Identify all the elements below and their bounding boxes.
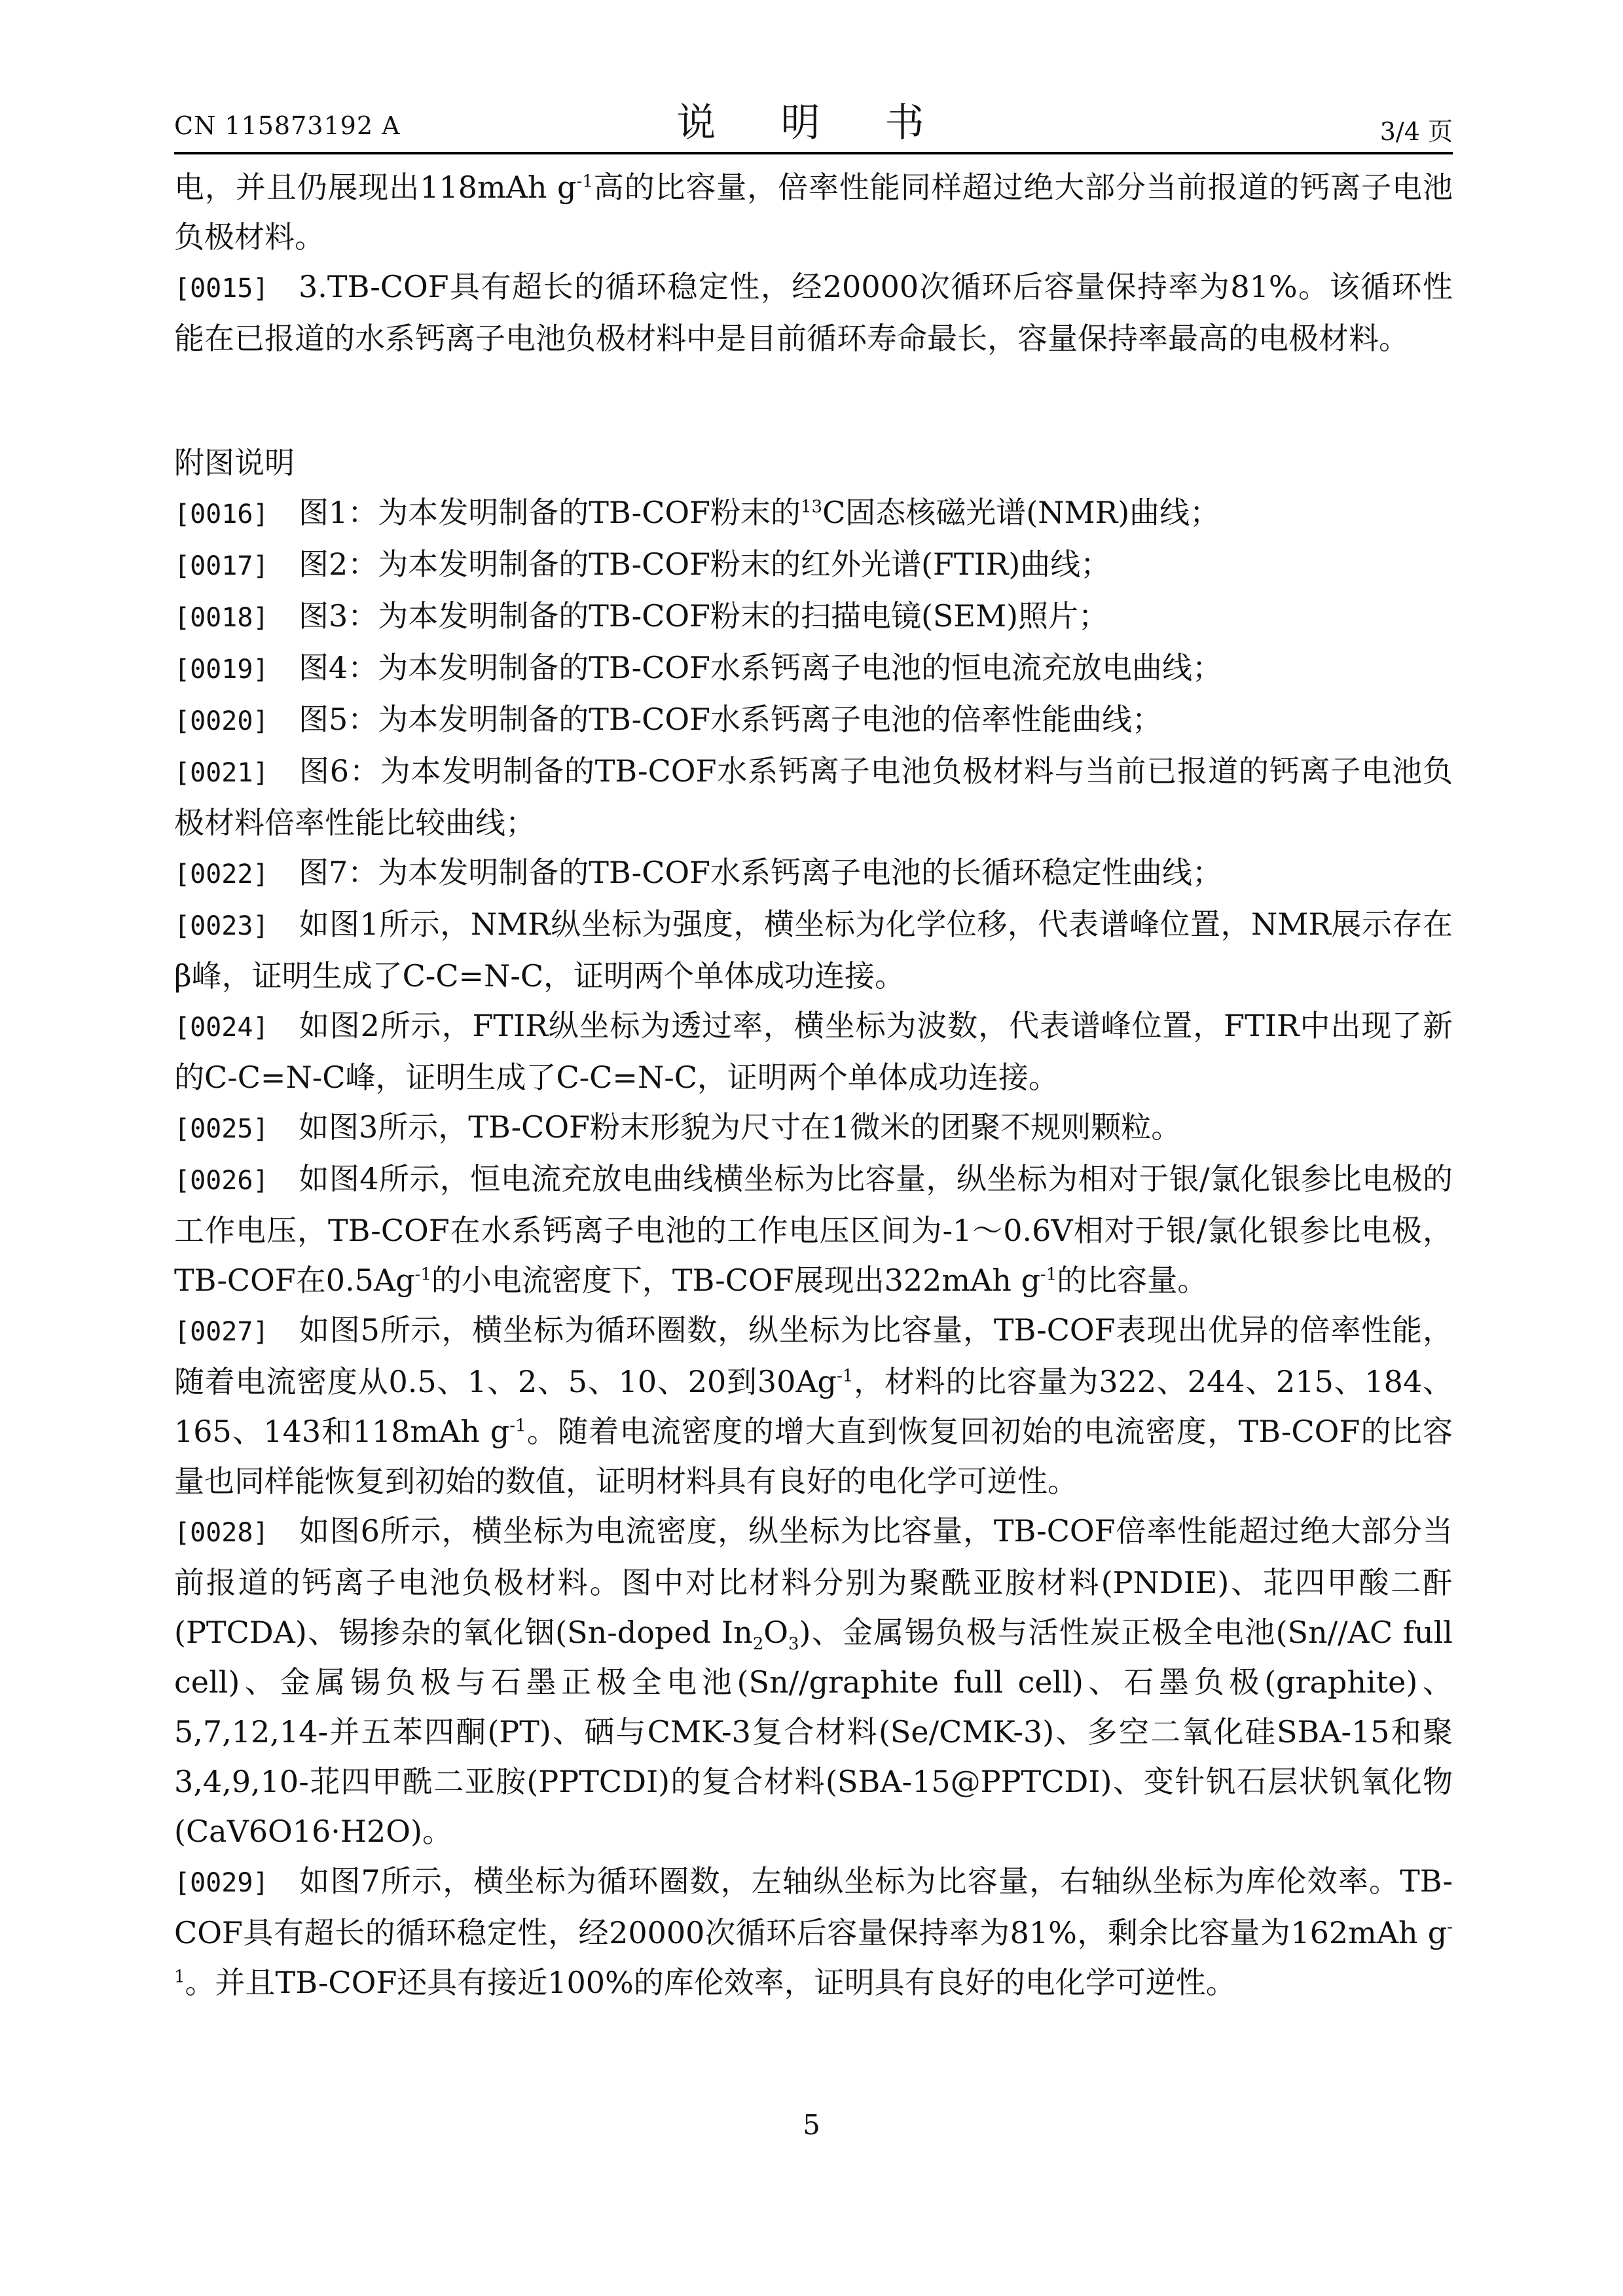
- document-title: 说 明 书: [676, 100, 951, 146]
- paragraph-number: [0029]: [174, 1868, 269, 1898]
- paragraph-0024: [0024] 如图2所示，FTIR纵坐标为透过率，横坐标为波数，代表谱峰位置，FTIR中出现了新的C-C=N-C峰，证明生成了C-C=N-C，证明两个单体成功连接。: [174, 1001, 1453, 1102]
- paragraph-number: [0020]: [174, 706, 269, 736]
- page-number: 5: [803, 2109, 820, 2141]
- paragraph-number: [0015]: [174, 274, 269, 304]
- paragraph-number: [0026]: [174, 1166, 269, 1196]
- paragraph-number: [0028]: [174, 1518, 269, 1548]
- paragraph-0027: [0027] 如图5所示，横坐标为循环圈数，纵坐标为比容量，TB-COF表现出优异的倍率性能，随着电流密度从0.5、1、2、5、10、20到$30Ag^{-1}$，材料的比容量为322、244、215、184、165、143和118mAh $g^{-1}$。随着电流密度的增大直到恢复回初始的电流密度，TB-COF的比容量也同样能恢复到初始的数值，证明材料具有良好的电化学可逆性。: [174, 1305, 1453, 1506]
- paragraph-number: [0017]: [174, 551, 269, 581]
- paragraph-0019: [0019] 图4：为本发明制备的TB-COF水系钙离子电池的恒电流充放电曲线；: [174, 643, 1453, 694]
- paragraph-0021: [0021] 图6：为本发明制备的TB-COF水系钙离子电池负极材料与当前已报道的钙离子电池负极材料倍率性能比较曲线；: [174, 746, 1453, 848]
- paragraph-0017: [0017] 图2：为本发明制备的TB-COF粉末的红外光谱(FTIR)曲线；: [174, 539, 1453, 591]
- section-heading: 附图说明: [174, 445, 295, 480]
- paragraph-0022: [0022] 图7：为本发明制备的TB-COF水系钙离子电池的长循环稳定性曲线；: [174, 848, 1453, 899]
- document-body: [174, 162, 1453, 2007]
- paragraph-number: [0027]: [174, 1317, 269, 1347]
- paragraph-continued: 电，并且仍展现出118mAh $g^{-1}$高的比容量，倍率性能同样超过绝大部分当前报道的钙离子电池负极材料。: [174, 170, 1453, 255]
- paragraph-0018: [0018] 图3：为本发明制备的TB-COF粉末的扫描电镜(SEM)照片；: [174, 591, 1453, 643]
- page-header: [174, 92, 1453, 151]
- paragraph-number: [0022]: [174, 859, 269, 889]
- paragraph-0025: [0025] 如图3所示，TB-COF粉末形貌为尺寸在1微米的团聚不规则颗粒。: [174, 1102, 1453, 1154]
- paragraph-number: [0025]: [174, 1114, 269, 1144]
- paragraph-0015: [0015] 3.TB-COF具有超长的循环稳定性，经20000次循环后容量保持率为81%。该循环性能在已报道的水系钙离子电池负极材料中是目前循环寿命最长，容量保持率最高的电极材料。: [174, 262, 1453, 363]
- paragraph-number: [0024]: [174, 1013, 269, 1043]
- paragraph-0023: [0023] 如图1所示，NMR纵坐标为强度，横坐标为化学位移，代表谱峰位置，NMR展示存在β峰，证明生成了C-C=N-C，证明两个单体成功连接。: [174, 899, 1453, 1001]
- header-rule: [174, 152, 1453, 154]
- paragraph-number: [0023]: [174, 911, 269, 941]
- paragraph-0029: [0029] 如图7所示，横坐标为循环圈数，左轴纵坐标为比容量，右轴纵坐标为库伦效率。TB-COF具有超长的循环稳定性，经20000次循环后容量保持率为81%，剩余比容量为162mAh $g^{-1}$。并且TB-COF还具有接近100%的库伦效率，证明具有良好的电化学可逆性。: [174, 1856, 1453, 2007]
- page-info: 3/4 页: [1379, 117, 1453, 146]
- paragraph-0026: [0026] 如图4所示，恒电流充放电曲线横坐标为比容量，纵坐标为相对于银/氯化银参比电极的工作电压，TB-COF在水系钙离子电池的工作电压区间为-1～0.6V相对于银/氯化银参比电极，TB-COF在$0.5Ag^{-1}$的小电流密度下，TB-COF展现出322mAh $g^{-1}$的比容量。: [174, 1154, 1453, 1305]
- paragraph-0028: [0028] 如图6所示，横坐标为电流密度，纵坐标为比容量，TB-COF倍率性能超过绝大部分当前报道的钙离子电池负极材料。图中对比材料分别为聚酰亚胺材料(PNDIE)、苝四甲酸二酐(PTCDA)、锡掺杂的氧化铟(Sn-doped $In_2O_3$)、金属锡负极与活性炭正极全电池(Sn//AC full cell)、金属锡负极与石墨正极全电池(Sn//graphite full cell)、石墨负极(graphite)、5,7,12,14-并五苯四酮(PT)、硒与CMK-3复合材料(Se/CMK-3)、多空二氧化硅SBA-15和聚3,4,9,10-苝四甲酰二亚胺(PPTCDI)的复合材料(SBA-15@PPTCDI)、变针钒石层状钒氧化物(CaV6O16·H2O)。: [174, 1506, 1453, 1856]
- paragraph-number: [0021]: [174, 758, 269, 788]
- paragraph-0020: [0020] 图5：为本发明制备的TB-COF水系钙离子电池的倍率性能曲线；: [174, 694, 1453, 746]
- paragraph-number: [0018]: [174, 603, 269, 633]
- patent-number: CN 115873192 A: [174, 111, 401, 140]
- paragraph-number: [0019]: [174, 655, 269, 685]
- paragraph-number: [0016]: [174, 499, 269, 529]
- paragraph-0016: [0016] 图1：为本发明制备的TB-COF粉末的$^{13}$C固态核磁光谱(NMR)曲线；: [174, 488, 1453, 539]
